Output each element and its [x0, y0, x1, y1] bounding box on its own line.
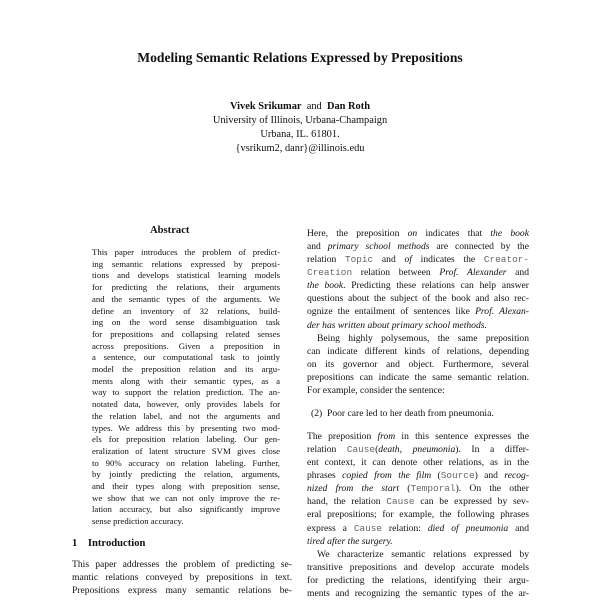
text-segment: relation: [307, 253, 346, 265]
text-line: [92, 341, 280, 353]
text-segment: relation between: [352, 266, 440, 278]
paragraph-polysemous: [307, 332, 529, 398]
paragraph-characterize: [307, 548, 529, 601]
text-segment: ). On the other: [455, 483, 530, 495]
text-segment: and: [307, 240, 328, 252]
text-line: [92, 493, 280, 505]
author-conjunction: and: [306, 101, 322, 112]
emphasis: of: [404, 253, 412, 265]
code-term: Topic: [345, 253, 374, 265]
text-segment: ments along with their semantic types, as a: [92, 375, 280, 386]
section-number: 1: [72, 538, 78, 549]
text-line: [92, 504, 280, 516]
text-line: [92, 294, 280, 306]
text-line: [92, 399, 280, 411]
text-segment: sense prediction accuracy.: [92, 516, 184, 527]
text-segment: express a: [307, 522, 354, 534]
emphasis: from: [377, 430, 396, 442]
text-line: [307, 535, 529, 548]
text-segment: by jointly predicting the relation, arguments,: [92, 469, 280, 480]
text-segment: Being highly polysemous, the same preposition: [317, 332, 529, 344]
text-line: [92, 458, 280, 470]
text-segment: types. We address this by presenting two mod-: [92, 422, 280, 433]
text-line: [92, 364, 280, 376]
text-line: [92, 516, 280, 528]
text-line: [92, 411, 280, 423]
author-name: Vivek Srikumar: [230, 101, 302, 112]
text-line: [307, 469, 529, 482]
text-line: [92, 259, 280, 271]
emphasis: tired after the surgery.: [307, 535, 393, 547]
text-line: [307, 522, 529, 535]
emphasis: der has written about primary school methods.: [307, 319, 487, 331]
text-line: [307, 279, 529, 292]
text-line: [307, 292, 529, 305]
text-segment: model the preposition relation and its argu-: [92, 364, 280, 375]
emphasis: nized from the start: [307, 483, 400, 495]
email: {vsrikum2, danr}@illinois.edu: [235, 143, 365, 154]
example-number: (2): [311, 407, 323, 419]
text-segment: ognize the entailment of sentences like: [307, 306, 476, 318]
introduction-body: [72, 558, 292, 598]
emphasis: recog-: [504, 469, 530, 481]
text-line: [307, 227, 529, 240]
text-line: [307, 574, 529, 587]
text-line: [307, 508, 529, 521]
abstract-heading: Abstract: [150, 225, 190, 236]
text-segment: and: [373, 253, 405, 265]
author-line: [0, 100, 600, 114]
code-term: Creation: [307, 266, 353, 278]
text-segment: phrases: [307, 469, 343, 481]
emphasis: the book: [490, 227, 529, 239]
code-term: Cause: [386, 496, 415, 508]
code-term: Source: [440, 469, 475, 481]
section-title: Introduction: [87, 538, 146, 549]
text-segment: mantic relations conveyed by prepositions in text.: [72, 572, 292, 584]
text-segment: for predicting the relations, identifying their argu-: [307, 575, 529, 587]
text-line: [307, 305, 529, 318]
text-line: [92, 376, 280, 388]
code-term: Creator-: [483, 253, 529, 265]
text-segment: can indicate different kinds of relations, depending: [307, 345, 529, 357]
text-line: [92, 423, 280, 435]
text-line: [307, 371, 529, 384]
text-segment: for predicting the relations, their arguments: [92, 282, 280, 293]
text-segment: eral prepositions; for example, the following phrases: [307, 509, 529, 521]
text-line: [307, 587, 529, 600]
text-segment: ments and recognizing the semantic types of the ar-: [307, 588, 529, 600]
text-line: [307, 319, 529, 332]
text-segment: prepositions can indicate the same semantic relation.: [307, 372, 529, 384]
text-segment: (: [375, 443, 379, 455]
text-line: [307, 430, 529, 443]
text-line: [92, 317, 280, 329]
text-segment: define an inventory of 32 relations, build-: [92, 305, 280, 316]
text-segment: to 90% accuracy on relation labeling. Further,: [92, 457, 280, 468]
text-segment: notated data, however, only provides labels for: [92, 399, 280, 410]
text-line: [307, 358, 529, 371]
text-segment: are connected by the: [429, 240, 529, 252]
text-segment: relation: [307, 443, 347, 455]
code-term: Cause: [353, 522, 383, 534]
author-name: Dan Roth: [326, 101, 370, 112]
paragraph-from: [307, 430, 529, 548]
text-segment: (: [431, 469, 441, 481]
text-line: [307, 266, 529, 279]
address: Urbana, IL. 61801.: [260, 129, 340, 140]
text-segment: a sentence, our computational task to jointly: [92, 352, 280, 363]
text-line: [307, 384, 529, 397]
text-line: [92, 434, 280, 446]
text-segment: Here, the preposition: [307, 227, 408, 239]
example-text: Poor care led to her death from pneumonia.: [326, 407, 494, 419]
text-segment: ) and: [474, 469, 505, 481]
text-line: [92, 469, 280, 481]
text-line: [307, 332, 529, 345]
text-segment: the relation label, and not the arguments and: [92, 410, 280, 421]
text-line: [92, 306, 280, 318]
text-segment: and: [508, 522, 529, 534]
paper-title: Modeling Semantic Relations Expressed by Prepositions: [137, 50, 463, 65]
text-segment: ing semantic relations expressed by preposi-: [92, 258, 280, 269]
text-segment: way to support the relation prediction. The an-: [92, 387, 280, 398]
section-heading-introduction: [72, 538, 145, 549]
text-line: [92, 352, 280, 364]
text-segment: eralization of latent structure SVM gives close: [92, 445, 280, 456]
text-segment: for prepositions and collapsing related senses: [92, 328, 280, 339]
text-line: [307, 548, 529, 561]
text-segment: For example, consider the sentence:: [307, 385, 445, 397]
author-block: [0, 100, 600, 156]
text-segment: indicates the: [411, 253, 484, 265]
abstract-body: [92, 247, 280, 528]
text-segment: indicates that: [417, 227, 491, 239]
text-segment: questions about the subject of the book and also rec-: [307, 293, 529, 305]
text-line: [92, 387, 280, 399]
text-segment: Prepositions express many semantic relations be-: [72, 585, 292, 597]
text-segment: This paper addresses the problem of predicting se-: [72, 559, 292, 570]
text-segment: . Predicting these relations can help answer: [343, 280, 529, 292]
emphasis: primary school methods: [327, 240, 430, 252]
text-line: [72, 584, 292, 597]
emphasis: on: [407, 227, 418, 239]
text-segment: hand, the relation: [307, 496, 387, 508]
text-segment: ). In a differ-: [455, 443, 529, 455]
text-line: [307, 345, 529, 358]
text-line: [72, 571, 292, 584]
emphasis: copied from the film: [342, 469, 432, 481]
text-segment: and the semantic types of the arguments. We: [92, 293, 280, 304]
text-line: [72, 558, 292, 571]
text-segment: We characterize semantic relations expressed by: [317, 548, 529, 560]
emphasis: Prof. Alexander: [439, 266, 507, 278]
text-line: [92, 446, 280, 458]
text-segment: relation:: [382, 522, 428, 534]
text-segment: transitive prepositions and develop accurate models: [307, 562, 529, 574]
text-line: [307, 456, 529, 469]
example-sentence: [311, 407, 529, 420]
emphasis: pneumonia: [412, 443, 456, 455]
text-line: [92, 270, 280, 282]
text-line: [92, 282, 280, 294]
text-line: [307, 240, 529, 253]
text-line: [307, 253, 529, 266]
text-segment: (: [399, 483, 411, 495]
text-segment: ,: [399, 443, 413, 455]
text-segment: This paper introduces the problem of predict-: [92, 247, 280, 257]
text-segment: and their types along with preposition sense,: [92, 481, 280, 492]
text-segment: we show that we can not only improve the re-: [92, 492, 280, 503]
text-segment: tions and develops statistical learning models: [92, 270, 280, 281]
text-line: [307, 561, 529, 574]
emphasis: death: [378, 443, 400, 455]
code-term: Temporal: [410, 483, 456, 495]
affiliation: University of Illinois, Urbana-Champaign: [212, 115, 388, 126]
code-term: Cause: [346, 443, 376, 455]
text-line: [307, 443, 529, 456]
text-segment: on its governor and object. Furthermore, several: [307, 359, 529, 370]
emphasis: the book: [307, 280, 344, 292]
text-segment: The preposition: [307, 430, 378, 442]
text-line: [92, 481, 280, 493]
text-segment: across prepositions. Given a preposition in: [92, 340, 280, 351]
text-segment: ing on the word sense disambiguation task: [92, 317, 280, 328]
text-segment: can be expressed by sev-: [414, 496, 530, 508]
text-line: [92, 329, 280, 341]
text-line: [92, 247, 280, 259]
text-segment: ent context, it can denote other relations, as in the: [307, 456, 529, 468]
paragraph-here: [307, 227, 529, 332]
text-segment: and: [506, 266, 529, 278]
emphasis: died of pneumonia: [427, 522, 509, 534]
emphasis: Prof. Alexan-: [475, 306, 530, 318]
text-line: [307, 495, 529, 508]
text-segment: els for preposition relation labeling. Our gen-: [92, 434, 280, 445]
text-line: [307, 482, 529, 495]
text-segment: in this sentence expresses the: [395, 430, 529, 442]
text-segment: lation accuracy, but also significantly improve: [92, 504, 280, 515]
